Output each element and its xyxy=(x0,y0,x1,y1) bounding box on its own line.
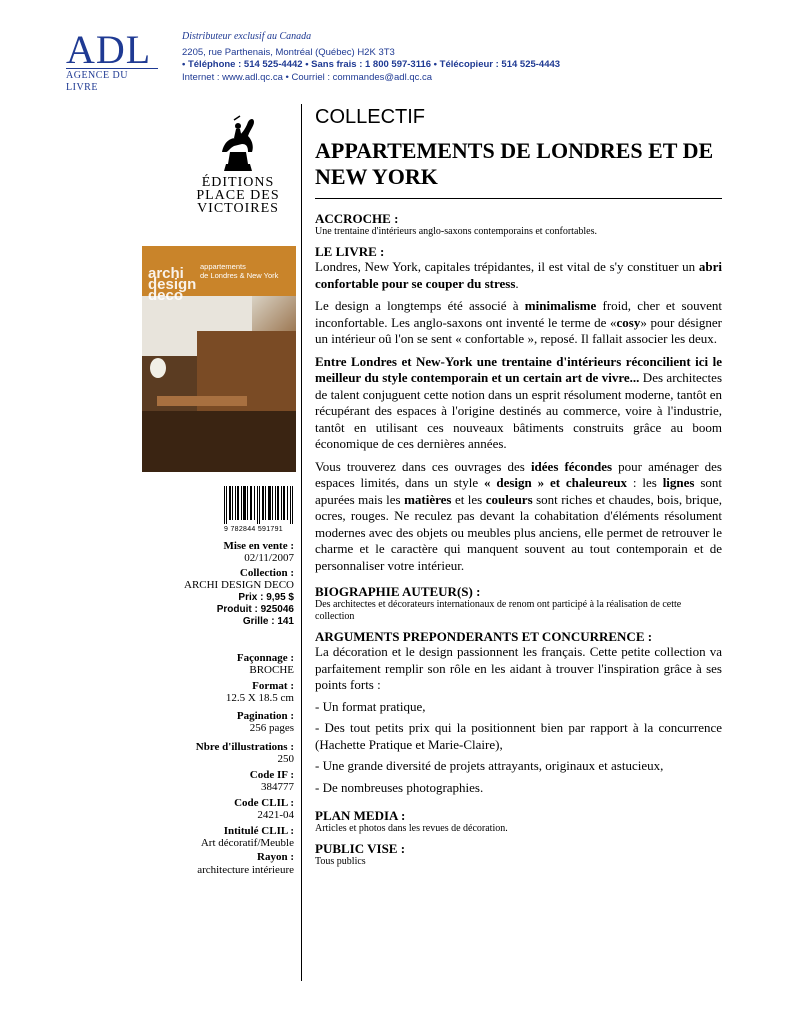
distributor-line: Distributeur exclusif au Canada xyxy=(182,31,312,42)
livre-paragraph-1: Londres, New York, capitales trépidantes, il est vital de s'y constituer un abri confortable pour se couper du stress. xyxy=(315,259,722,291)
illustrations-label: Nbre d'illustrations : xyxy=(195,741,294,753)
plan-media-heading: PLAN MEDIA : xyxy=(315,808,406,823)
distributor-info xyxy=(182,31,560,84)
rayon-label: Rayon : xyxy=(257,851,294,863)
pagination-label: Pagination : xyxy=(236,710,294,722)
main-content xyxy=(315,104,722,868)
intitule-clil-value: Art décoratif/Meuble xyxy=(200,837,294,849)
code-if-value: 384777 xyxy=(261,781,294,793)
grille: Grille : 141 xyxy=(242,616,294,627)
format-value: 12.5 X 18.5 cm xyxy=(225,692,294,704)
public-vise-text: Tous publics xyxy=(315,856,366,867)
publisher-line-1: ÉDITIONS xyxy=(201,175,275,190)
argument-point-2: - Des tout petits prix qui la positionnent bien par rapport à la concurrence (Hachette Pratique et Marie-Claire), xyxy=(315,720,722,752)
phones-line: • Téléphone : 514 525-4442 • Sans frais : 1 800 597-3116 • Télécopieur : 514 525-4443 xyxy=(182,59,561,70)
barcode-number: 9 782844 591791 xyxy=(224,526,283,533)
accroche-heading: ACCROCHE : xyxy=(315,211,399,226)
cover-collection-text: archi design deco xyxy=(148,265,197,304)
format-label: Format : xyxy=(252,680,294,692)
author: COLLECTIF xyxy=(315,106,426,128)
code-if-label: Code IF : xyxy=(249,769,294,781)
collection-value: ARCHI DESIGN DECO xyxy=(184,579,294,591)
biographie-heading: BIOGRAPHIE AUTEUR(S) : xyxy=(315,584,481,599)
internet-line: Internet : www.adl.qc.ca • Courriel : commandes@adl.qc.ca xyxy=(182,71,433,83)
biographie-text: Des architectes et décorateurs internationaux de renom ont participé à la réalisation de cette collection xyxy=(315,599,682,622)
faconnage-value: BROCHE xyxy=(249,664,294,676)
pagination-value: 256 pages xyxy=(249,722,294,734)
vertical-divider xyxy=(301,104,302,981)
equestrian-statue-icon xyxy=(212,114,264,172)
accroche-text: Une trentaine d'intérieurs anglo-saxons contemporains et confortables. xyxy=(315,226,597,237)
mise-en-vente-label: Mise en vente : xyxy=(223,540,294,552)
arguments-heading: ARGUMENTS PREPONDERANTS ET CONCURRENCE : xyxy=(315,629,653,644)
livre-paragraph-2: Le design a longtemps été associé à minimalisme froid, cher et souvent inconfortable. Les anglo-saxons ont inventé le terme de «cosy» pour désigner un intérieur oû l'on se sent « confortable », reposé. Il fallait associer les deux. xyxy=(315,298,722,346)
code-clil-value: 2421-04 xyxy=(257,809,294,821)
livre-paragraph-4: Vous trouverez dans ces ouvrages des idées fécondes pour aménager des espaces limités, dans un style « design » et chaleureux : les lignes sont apurées mais les matières et les couleurs sont riches et chaudes, bois, brique, ocres, rouges. Ne reculez pas devant la cohabitation d'éléments résolument modernes avec des objets ou meubles plus anciens, elle permet de retrouver le charme et le caractère qui manquent souvent au tout contemporain et de personnaliser votre intérieur. xyxy=(315,458,723,573)
collection-label: Collection : xyxy=(239,567,294,579)
publisher-logo xyxy=(188,114,288,215)
argument-point-1: - Un format pratique, xyxy=(315,698,426,714)
publisher-line-3: VICTOIRES xyxy=(197,201,279,216)
argument-point-3: - Une grande diversité de projets attrayants, originaux et astucieux, xyxy=(315,758,664,773)
arguments-text: La décoration et le design passionnent les français. Cette petite collection va parfaitement remplir son rôle en les aidant à trouver l'inspiration grâce à ses points forts : xyxy=(315,644,722,692)
book-title: APPARTEMENTS DE LONDRES ET DE NEW YORK xyxy=(315,138,714,189)
livre-heading: LE LIVRE : xyxy=(315,244,385,259)
argument-point-4: - De nombreuses photographies. xyxy=(315,779,484,795)
price: Prix : 9,95 $ xyxy=(238,592,294,603)
livre-paragraph-3: Entre Londres et New-York une trentaine d'intérieurs réconcilient ici le meilleur du style contemporain et un certain art de vivre... Des architectes de talent conjuguent cette notion dans un esprit résolument moderne, tantôt en récupérant des espaces à l'origine destinés au commerce, voire à l'industrie, tantôt en utilisant ces nouveaux bâtiments construits grâce au boom économique de ces dernières années. xyxy=(315,353,723,451)
product-code: Produit : 925046 xyxy=(216,604,294,615)
rayon-value: architecture intérieure xyxy=(197,864,294,876)
publisher-line-2: PLACE DES xyxy=(196,188,280,203)
adl-logo-subtitle: AGENCE DU LIVRE xyxy=(66,68,158,94)
cover-title-1: appartements xyxy=(200,262,246,271)
cover-title-2: de Londres & New York xyxy=(200,271,279,280)
title-rule xyxy=(315,198,722,199)
adl-logo-text: ADL xyxy=(66,27,152,72)
book-cover xyxy=(142,246,296,472)
illustrations-value: 250 xyxy=(277,753,294,765)
code-clil-label: Code CLIL : xyxy=(234,797,294,809)
public-vise-heading: PUBLIC VISE : xyxy=(315,841,406,856)
address-line: 2205, rue Parthenais, Montréal (Québec) H2K 3T3 xyxy=(182,46,395,58)
plan-media-text: Articles et photos dans les revues de décoration. xyxy=(315,823,508,834)
adl-logo xyxy=(66,27,158,94)
intitule-clil-label: Intitulé CLIL : xyxy=(223,825,294,837)
faconnage-label: Façonnage : xyxy=(236,652,294,664)
mise-en-vente-value: 02/11/2007 xyxy=(244,552,294,564)
barcode xyxy=(224,486,296,524)
